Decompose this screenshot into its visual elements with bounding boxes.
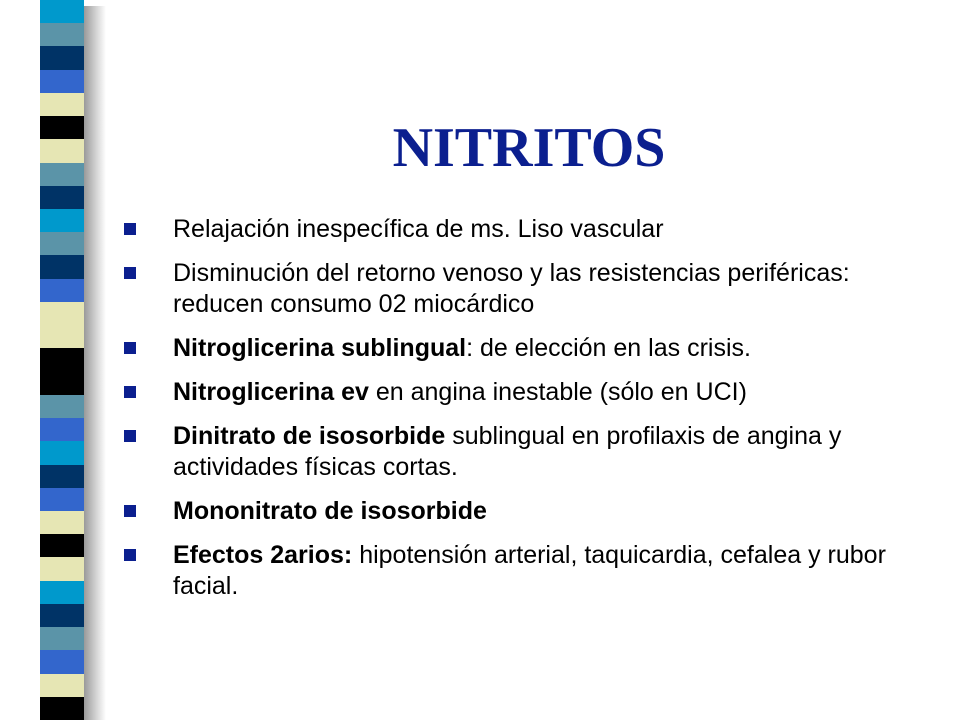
- strip-segment: [40, 674, 84, 698]
- decorative-side-strip: [40, 0, 84, 720]
- strip-segment: [40, 186, 84, 210]
- bullet-item: [124, 540, 924, 602]
- bullet-text: : de elección en las crisis.: [466, 334, 751, 362]
- strip-segment: [40, 70, 84, 94]
- strip-segment: [40, 279, 84, 303]
- strip-segment: [40, 604, 84, 628]
- bullet-text: sublingual en profilaxis de angina y actividades físicas cortas.: [173, 422, 842, 481]
- bullet-item: [124, 258, 924, 320]
- bullet-square-icon: [124, 505, 136, 517]
- decorative-strip-shadow: [84, 6, 106, 720]
- strip-segment: [40, 232, 84, 256]
- bullet-text: Disminución del retorno venoso y las resistencias periféricas: reducen consumo 02 miocárdico: [173, 259, 850, 318]
- bullet-item: [124, 496, 924, 527]
- strip-segment: [40, 395, 84, 419]
- strip-segment: [40, 348, 84, 372]
- strip-segment: [40, 23, 84, 47]
- bullet-text: hipotensión arterial, taquicardia, cefalea y rubor facial.: [173, 541, 886, 600]
- bullet-item: [124, 214, 924, 245]
- bullet-square-icon: [124, 223, 136, 235]
- bullet-bold-text: Mononitrato de isosorbide: [173, 497, 487, 525]
- bullet-item: [124, 333, 924, 364]
- slide-title: NITRITOS: [392, 116, 666, 179]
- strip-segment: [40, 0, 84, 24]
- strip-segment: [40, 418, 84, 442]
- strip-segment: [40, 511, 84, 535]
- strip-segment: [40, 255, 84, 279]
- bullet-bold-text: Nitroglicerina ev: [173, 378, 369, 406]
- strip-segment: [40, 46, 84, 70]
- bullet-square-icon: [124, 549, 136, 561]
- bullet-bold-text: Efectos 2arios:: [173, 541, 353, 569]
- strip-segment: [40, 650, 84, 674]
- bullet-bold-text: Dinitrato de isosorbide: [173, 422, 446, 450]
- strip-segment: [40, 534, 84, 558]
- strip-segment: [40, 93, 84, 117]
- bullet-square-icon: [124, 386, 136, 398]
- bullet-square-icon: [124, 267, 136, 279]
- strip-segment: [40, 302, 84, 326]
- strip-segment: [40, 581, 84, 605]
- strip-segment: [40, 209, 84, 233]
- strip-segment: [40, 557, 84, 581]
- bullet-item: [124, 421, 924, 483]
- bullet-bold-text: Nitroglicerina sublingual: [173, 334, 467, 362]
- bullet-square-icon: [124, 342, 136, 354]
- strip-segment: [40, 627, 84, 651]
- strip-segment: [40, 441, 84, 465]
- strip-segment: [40, 325, 84, 349]
- bullet-text: Relajación inespecífica de ms. Liso vascular: [173, 215, 664, 243]
- strip-segment: [40, 465, 84, 489]
- bullet-item: [124, 377, 924, 408]
- bullet-text: en angina inestable (sólo en UCI): [368, 378, 747, 406]
- strip-segment: [40, 372, 84, 396]
- bullet-square-icon: [124, 430, 136, 442]
- bullet-list: [124, 214, 924, 615]
- strip-segment: [40, 488, 84, 512]
- strip-segment: [40, 697, 84, 720]
